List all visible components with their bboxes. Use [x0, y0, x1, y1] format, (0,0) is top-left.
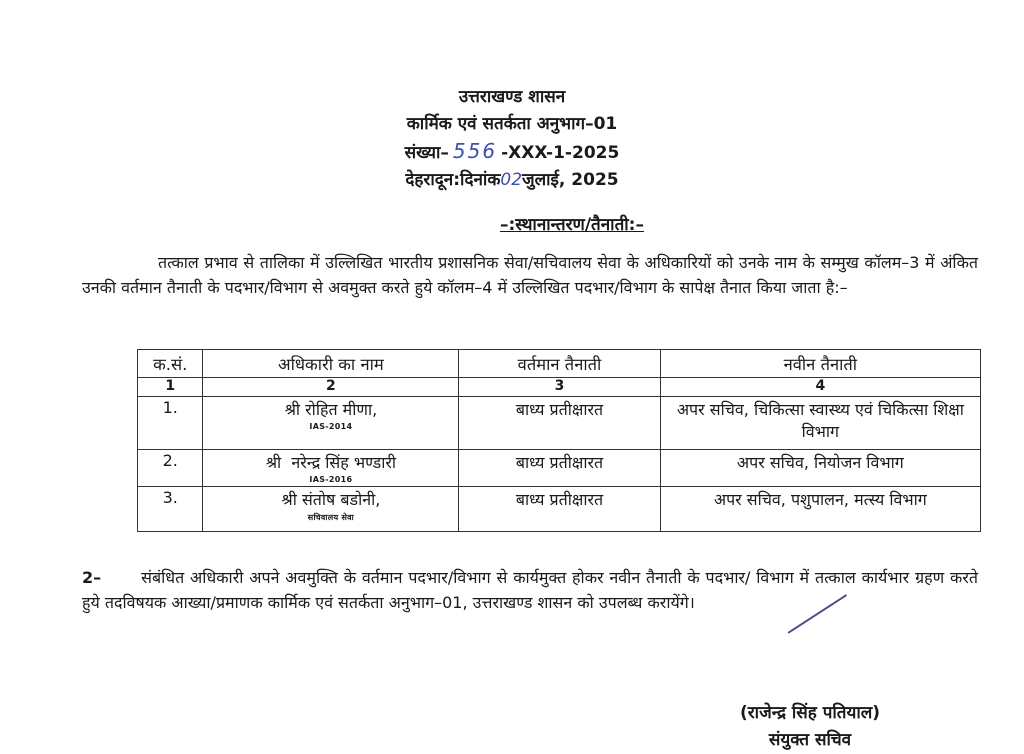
column-number: 2: [203, 378, 459, 397]
cell-officer-name: [203, 487, 459, 532]
order-number-suffix: -XXX-1-2025: [501, 143, 620, 163]
column-number: 3: [459, 378, 660, 397]
paragraph-2-text: संबंधित अधिकारी अपने अवमुक्ति के वर्तमान पदभार/विभाग से कार्यमुक्त होकर नवीन तैनाती के पदभार/ विभाग में तत्काल कार्यभार ग्रहण करते हुये तदविषयक आख्या/प्रमाणक कार्मिक एवं सतर्कता अनुभाग–01, उत्तराखण्ड शासन को उपलब्ध करायेंगे।: [82, 568, 978, 612]
table-header-row: [138, 350, 981, 378]
order-date-prefix: देहरादून:दिनांक: [405, 170, 501, 190]
officer-name: श्री रोहित मीणा,: [284, 400, 378, 419]
order-date-handwritten: 02: [500, 170, 523, 190]
cell-officer-name: [203, 450, 459, 487]
signatory-name: (राजेन्द्र सिंह पतियाल): [739, 703, 881, 723]
header-current-posting: वर्तमान तैनाती: [459, 350, 660, 378]
cell-current-posting: बाध्य प्रतीक्षारत: [459, 487, 660, 532]
table-row: [138, 487, 981, 532]
cell-new-posting: अपर सचिव, पशुपालन, मत्स्य विभाग: [660, 487, 980, 532]
table-row: [138, 450, 981, 487]
order-number: [0, 138, 1024, 167]
officer-name: श्री संतोष बडोनी,: [281, 490, 381, 509]
order-number-prefix: संख्या–: [404, 143, 449, 163]
paragraph-2: [82, 565, 978, 615]
government-name: उत्तराखण्ड शासन: [458, 87, 566, 107]
column-number: 4: [660, 378, 980, 397]
postings-table: [137, 349, 981, 532]
signatory-designation: संयुक्त सचिव: [768, 730, 852, 750]
cell-new-posting: अपर सचिव, नियोजन विभाग: [660, 450, 980, 487]
officer-name: श्री नरेन्द्र सिंह भण्डारी: [265, 453, 397, 472]
header-sno: क.सं.: [138, 350, 203, 378]
paragraph-2-number: 2–: [82, 568, 102, 587]
paragraph-1: तत्काल प्रभाव से तालिका में उल्लिखित भारतीय प्रशासनिक सेवा/सचिवालय सेवा के अधिकारियों को उनके नाम के सम्मुख कॉलम–3 में अंकित उनकी वर्तमान तैनाती के पदभार/विभाग से अवमुक्त करते हुये कॉलम–4 में उल्लिखित पदभार/विभाग के सापेक्ष तैनात किया जाता है:–: [82, 253, 978, 297]
header-new-posting: नवीन तैनाती: [660, 350, 980, 378]
officer-service: सचिवालय सेवा: [307, 513, 355, 522]
order-number-handwritten: 556: [452, 139, 498, 163]
officer-service: IAS-2016: [309, 475, 353, 484]
cell-sno: 2.: [138, 450, 203, 487]
subject-text: –:स्थानान्तरण/तैनाती:–: [500, 215, 644, 235]
cell-new-posting: अपर सचिव, चिकित्सा स्वास्थ्य एवं चिकित्सा शिक्षा विभाग: [660, 397, 980, 450]
table-row: [138, 397, 981, 450]
cell-sno: 3.: [138, 487, 203, 532]
header-officer-name: अधिकारी का नाम: [203, 350, 459, 378]
order-subject: [0, 212, 1024, 235]
column-number-row: [138, 378, 981, 397]
document-header: [0, 84, 1024, 194]
cell-officer-name: [203, 397, 459, 450]
officer-service: IAS-2014: [309, 422, 353, 431]
column-number: 1: [138, 378, 203, 397]
cell-current-posting: बाध्य प्रतीक्षारत: [459, 450, 660, 487]
cell-current-posting: बाध्य प्रतीक्षारत: [459, 397, 660, 450]
order-date: [0, 167, 1024, 194]
cell-sno: 1.: [138, 397, 203, 450]
signatory-block: [700, 700, 920, 754]
department-name: कार्मिक एवं सतर्कता अनुभाग–01: [406, 114, 618, 134]
order-date-suffix: जुलाई, 2025: [522, 170, 619, 190]
